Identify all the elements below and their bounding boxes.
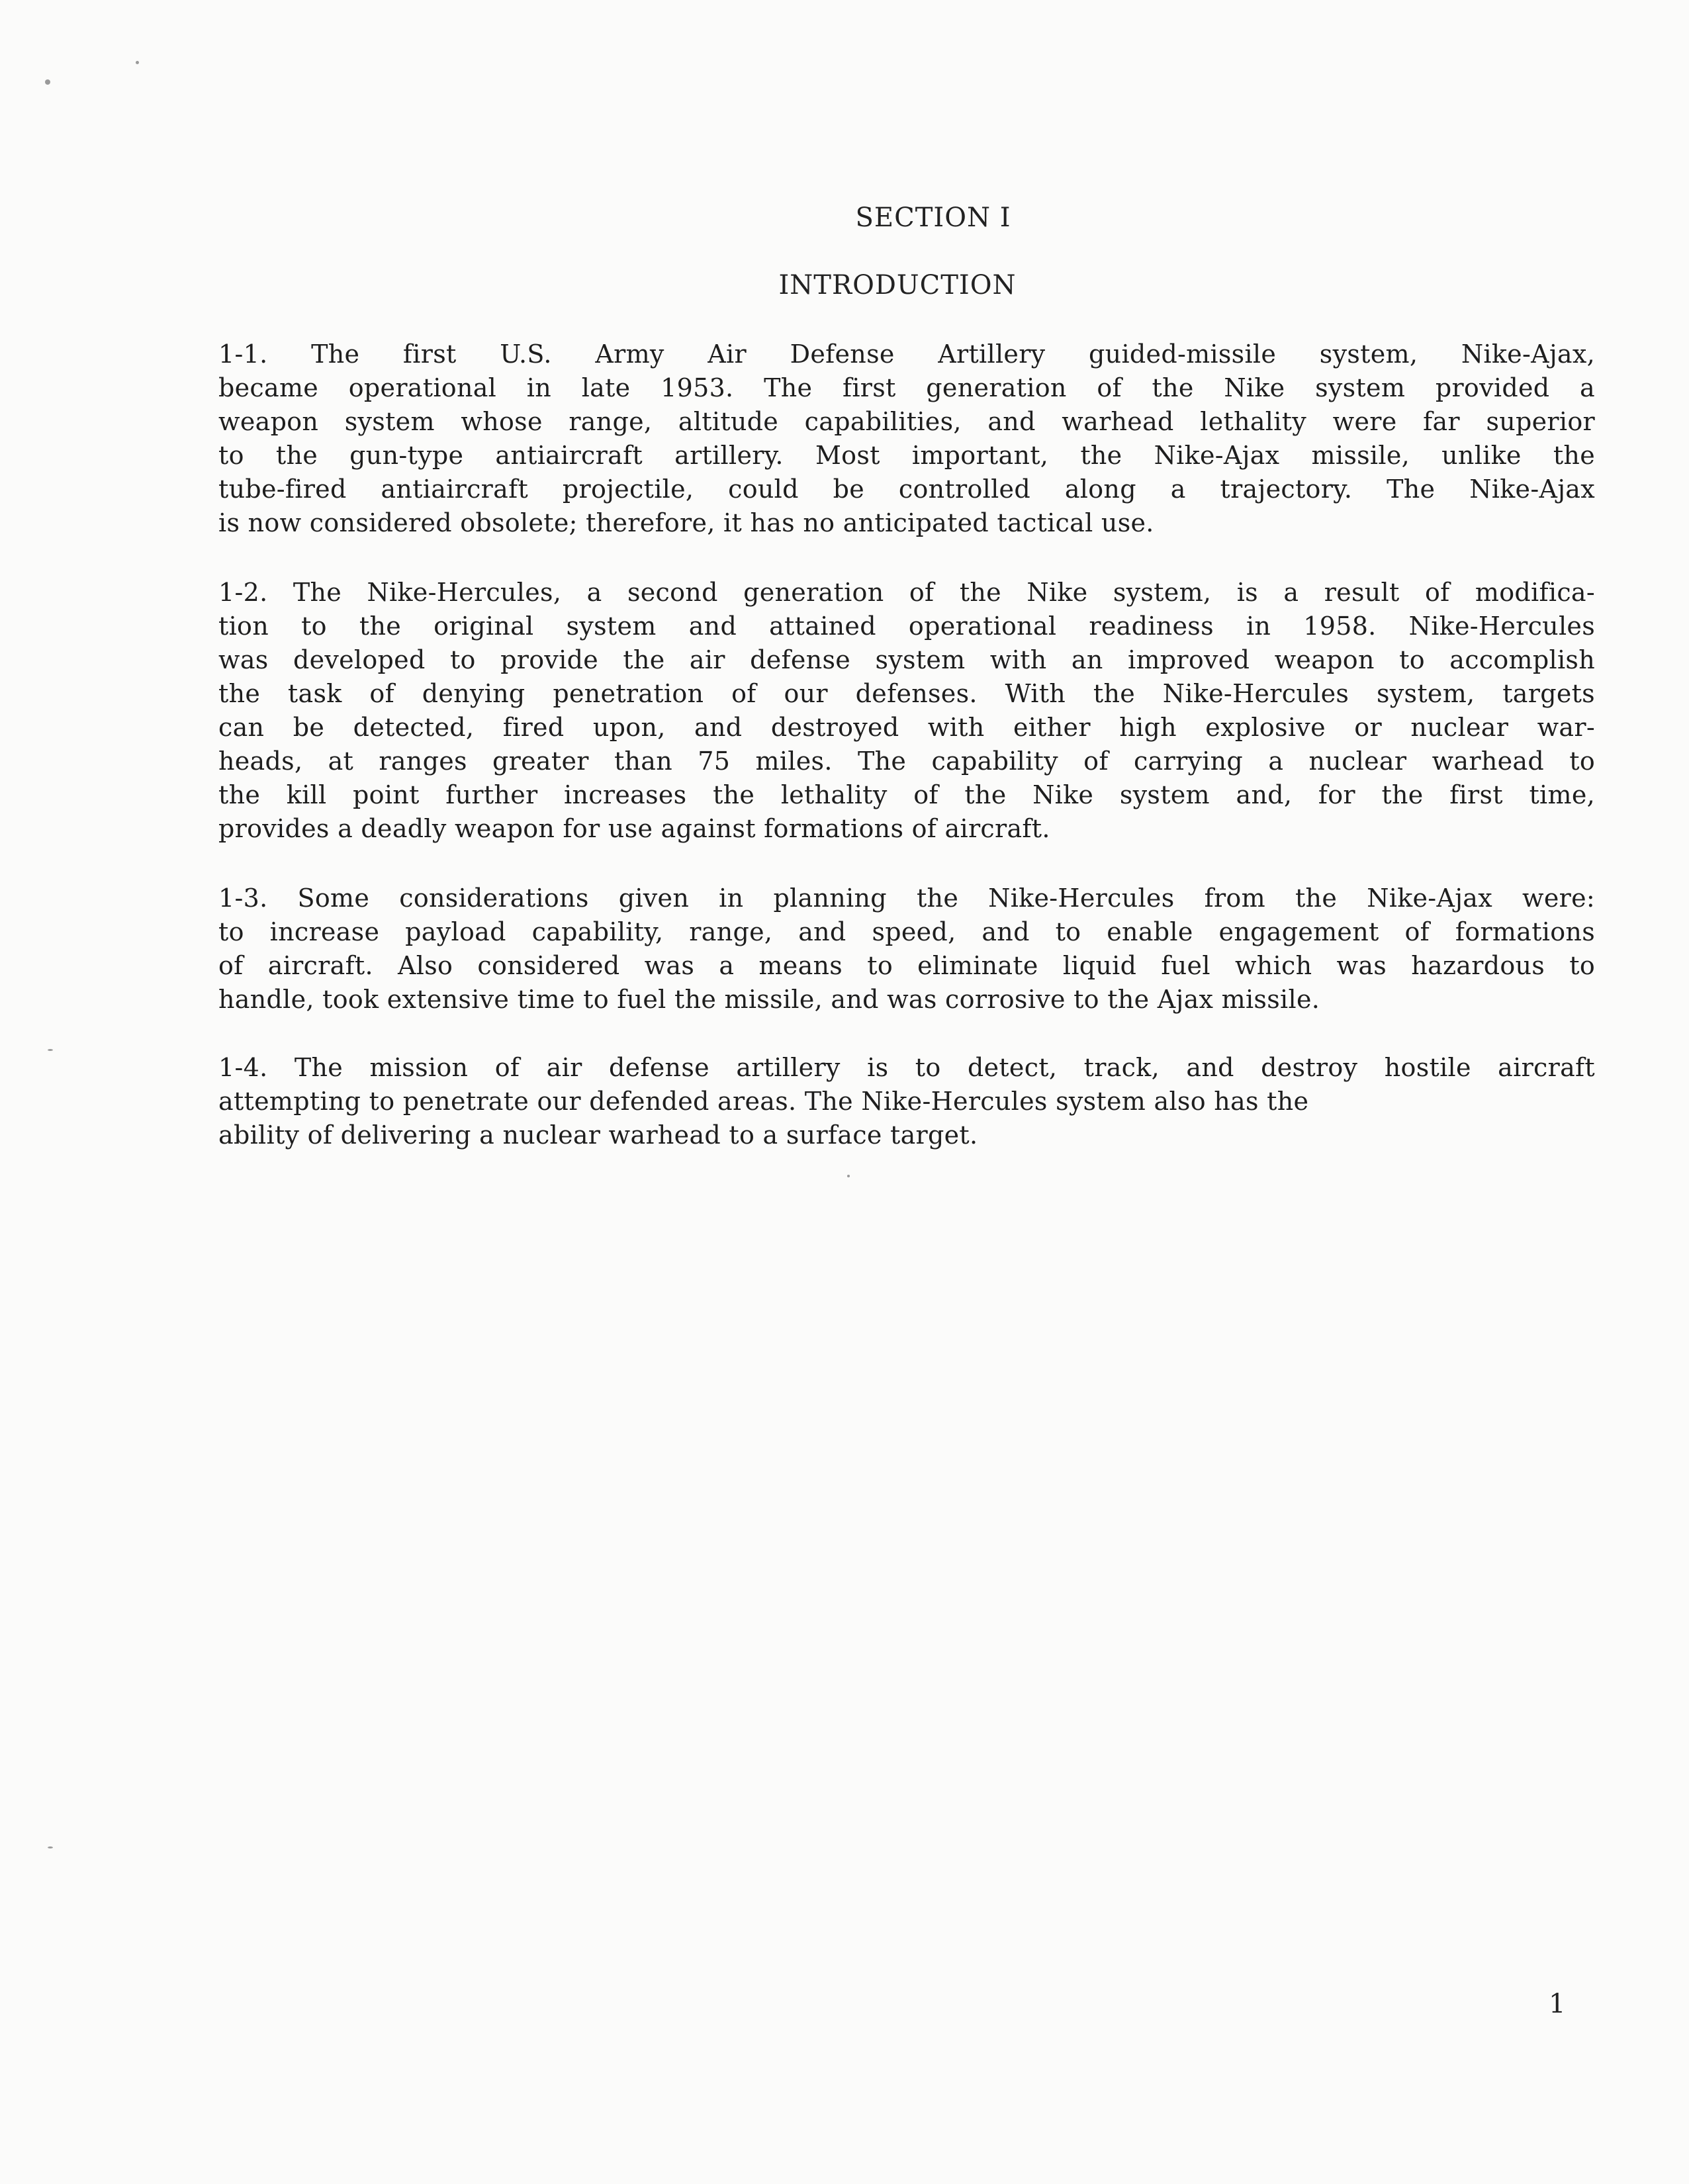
text-line: provides a deadly weapon for use against formations of aircraft. — [218, 814, 1050, 843]
text-line: can be detected, fired upon, and destroyed with either high explosive or nuclear war- — [218, 713, 1595, 742]
text-line: handle, took extensive time to fuel the missile, and was corrosive to the Ajax missile. — [218, 985, 1320, 1014]
text-line: became operational in late 1953. The first generation of the Nike system provided a — [218, 373, 1595, 402]
scan-speck — [847, 1175, 850, 1177]
page-number: 1 — [1549, 1989, 1566, 2019]
text-line: 1-1. The first U.S. Army Air Defense Artillery guided-missile system, Nike-Ajax, — [218, 340, 1595, 369]
scan-speck — [45, 79, 50, 85]
text-line: is now considered obsolete; therefore, it has no anticipated tactical use. — [218, 508, 1154, 537]
text-line: tion to the original system and attained operational readiness in 1958. Nike-Hercules — [218, 612, 1595, 641]
text-line: to increase payload capability, range, and speed, and to enable engagement of formations — [218, 917, 1595, 946]
text-line: the kill point further increases the lethality of the Nike system and, for the first time, — [218, 780, 1595, 809]
text-line: tube-fired antiaircraft projectile, could be controlled along a trajectory. The Nike-Ajax — [218, 475, 1595, 504]
paragraph-1-4 — [218, 1051, 1595, 1152]
section-heading: SECTION I — [855, 203, 1011, 233]
text-line: heads, at ranges greater than 75 miles. The capability of carrying a nuclear warhead to — [218, 747, 1595, 776]
paragraph-1-2 — [218, 576, 1595, 846]
text-line: was developed to provide the air defense system with an improved weapon to accomplish — [218, 645, 1595, 674]
text-line: to the gun-type antiaircraft artillery. Most important, the Nike-Ajax missile, unlike the — [218, 441, 1595, 470]
paragraph-1-3 — [218, 882, 1595, 1017]
text-line: the task of denying penetration of our defenses. With the Nike-Hercules system, targets — [218, 679, 1595, 708]
page-title: INTRODUCTION — [778, 270, 1017, 300]
text-line: 1-2. The Nike-Hercules, a second generation of the Nike system, is a result of modifica- — [218, 578, 1595, 607]
text-line: 1-3. Some considerations given in planning the Nike-Hercules from the Nike-Ajax were: — [218, 884, 1595, 913]
text-line: ability of delivering a nuclear warhead to a surface target. — [218, 1120, 978, 1150]
scan-speck — [48, 1846, 53, 1848]
scan-speck — [48, 1049, 53, 1051]
text-line: attempting to penetrate our defended areas. The Nike-Hercules system also has the — [218, 1087, 1309, 1116]
scan-speck — [136, 61, 139, 64]
text-line: weapon system whose range, altitude capabilities, and warhead lethality were far superior — [218, 407, 1595, 436]
text-line: of aircraft. Also considered was a means to eliminate liquid fuel which was hazardous to — [218, 951, 1595, 980]
text-line: 1-4. The mission of air defense artillery is to detect, track, and destroy hostile aircraft — [218, 1053, 1595, 1082]
paragraph-1-1 — [218, 338, 1595, 540]
